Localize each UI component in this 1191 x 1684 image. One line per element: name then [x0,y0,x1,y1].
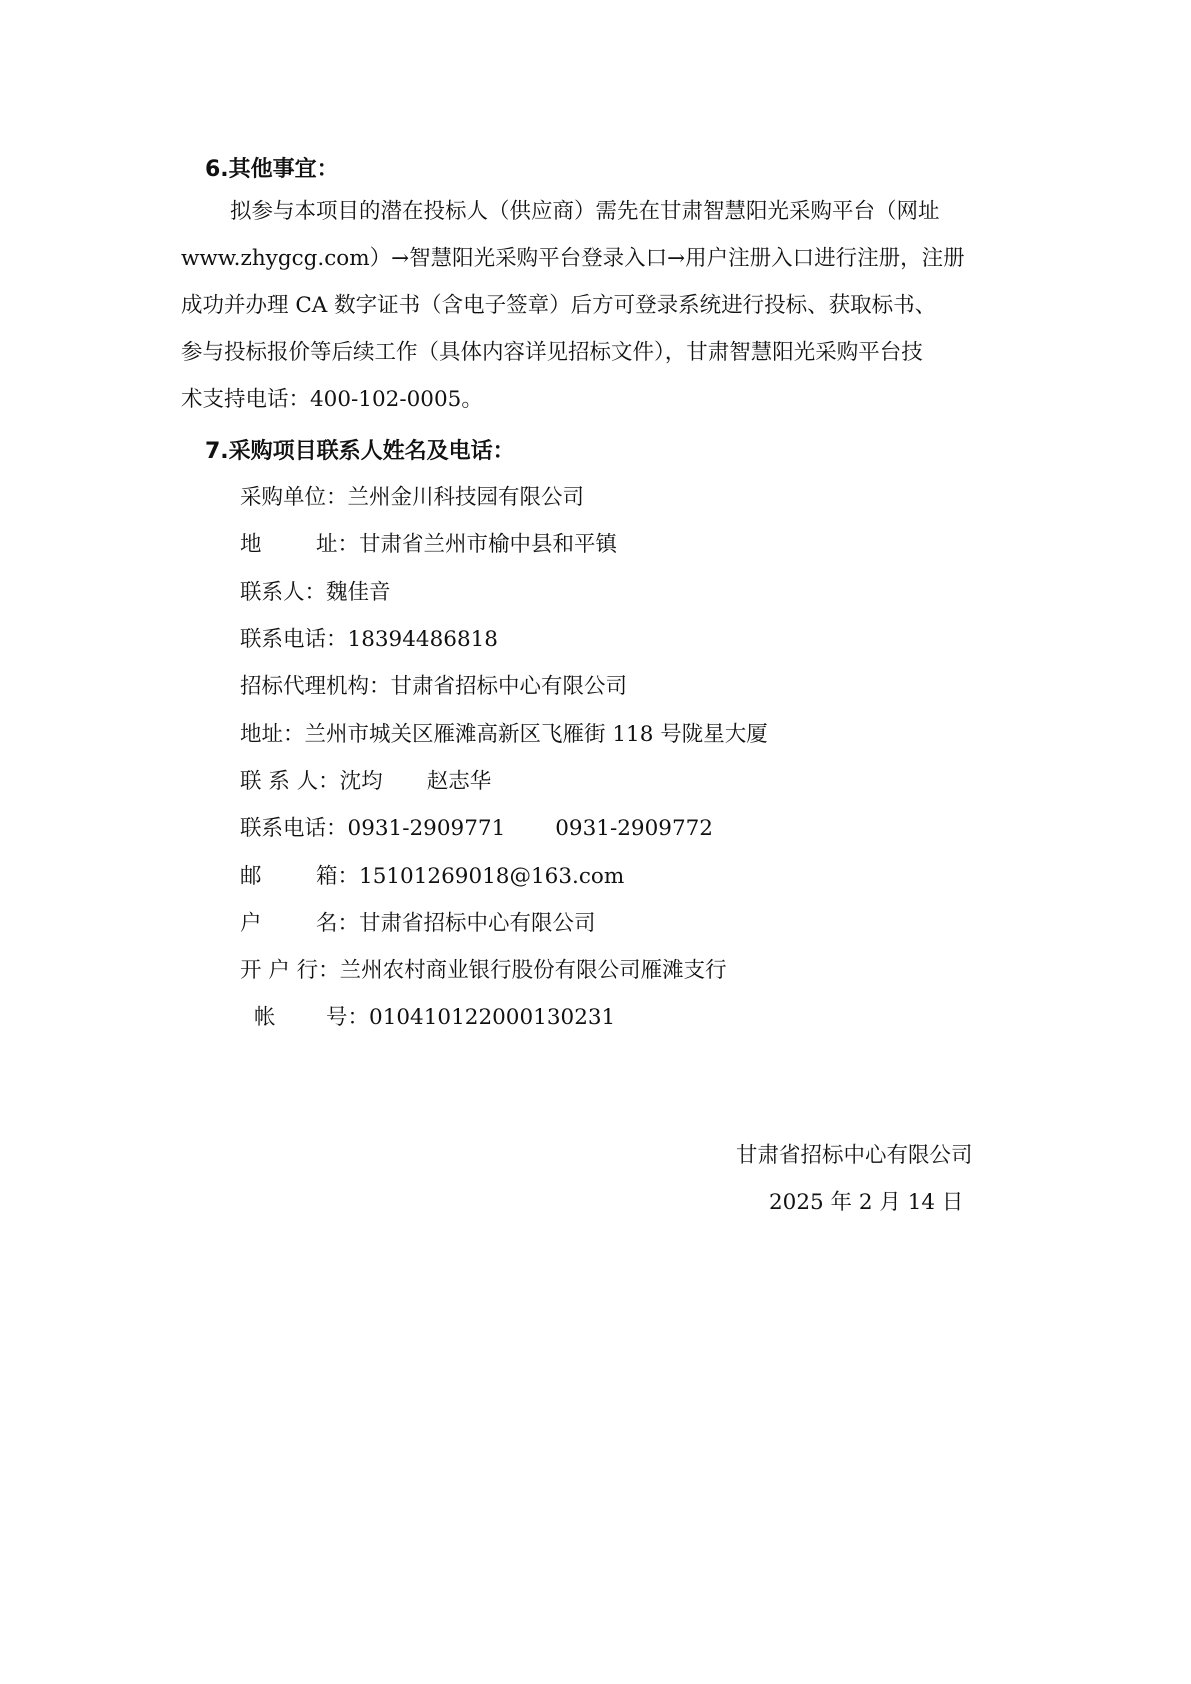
agency-email-label-a: 邮 [240,864,262,889]
purchaser-phone-row [240,625,498,655]
purchaser-contact-row [240,578,391,608]
agency-address-label: 地址： [240,722,305,747]
agency-address-row [240,720,768,750]
agency-contact-row [240,767,491,797]
agency-account-name-label-b: 名： [316,911,360,936]
purchaser-unit-label: 采购单位： [240,485,348,510]
agency-contact-value-1: 沈均 [339,769,383,794]
paragraph-line: www.zhygcg.com）→智慧阳光采购平台登录入口→用户注册入口进行注册，注册 [181,246,965,271]
paragraph-line: 拟参与本项目的潜在投标人（供应商）需先在甘肃智慧阳光采购平台（网址 [230,199,940,224]
purchaser-address-row [240,530,617,560]
agency-phone-row [240,814,713,844]
purchaser-contact-value: 魏佳音 [326,580,391,605]
purchaser-unit-row [240,483,584,513]
signature-organization: 甘肃省招标中心有限公司 [736,1143,973,1168]
agency-account-no-value: 010410122000130231 [369,1005,616,1030]
section-6-heading: 6.其他事宜： [205,157,339,182]
paragraph-line: 参与投标报价等后续工作（具体内容详见招标文件），甘肃智慧阳光采购平台技 [181,340,923,365]
agency-email-value: 15101269018@163.com [359,864,625,889]
section-6-paragraph [181,188,1021,423]
agency-bank-value: 兰州农村商业银行股份有限公司雁滩支行 [339,958,727,983]
purchaser-phone-value: 18394486818 [347,627,498,652]
purchaser-address-value: 甘肃省兰州市榆中县和平镇 [359,532,618,557]
agency-email-label-b: 箱： [316,864,360,889]
agency-name-value: 甘肃省招标中心有限公司 [390,674,628,699]
agency-account-no-row [254,1003,615,1033]
section-7-heading: 7.采购项目联系人姓名及电话： [205,439,515,464]
purchaser-phone-label: 联系电话： [240,627,348,652]
purchaser-contact-label: 联系人： [240,580,327,605]
agency-account-name-row [240,909,596,939]
agency-account-no-label-b: 号： [326,1005,370,1030]
agency-email-row [240,862,624,892]
paragraph-line: 成功并办理 CA 数字证书（含电子签章）后方可登录系统进行投标、获取标书、 [181,293,937,318]
agency-bank-row [240,956,727,986]
purchaser-address-label-a: 地 [240,532,262,557]
signature-date: 2025 年 2 月 14 日 [769,1190,964,1215]
agency-phone-value-2: 0931-2909772 [555,816,713,841]
agency-contact-value-2: 赵志华 [426,769,492,794]
paragraph-line: 术支持电话：400-102-0005。 [181,387,483,412]
agency-account-name-value: 甘肃省招标中心有限公司 [359,911,596,936]
agency-phone-value-1: 0931-2909771 [347,816,506,841]
agency-name-label: 招标代理机构： [240,674,391,699]
agency-name-row [240,672,627,702]
purchaser-address-label-b: 址： [316,532,360,557]
agency-phone-label: 联系电话： [240,816,348,841]
agency-contact-label: 联 系 人： [240,769,340,794]
agency-bank-label: 开 户 行： [240,958,340,983]
agency-account-no-label-a: 帐 [254,1005,276,1030]
agency-account-name-label-a: 户 [240,911,262,936]
agency-address-value: 兰州市城关区雁滩高新区飞雁街 118 号陇星大厦 [304,722,768,747]
purchaser-unit-value: 兰州金川科技园有限公司 [347,485,585,510]
